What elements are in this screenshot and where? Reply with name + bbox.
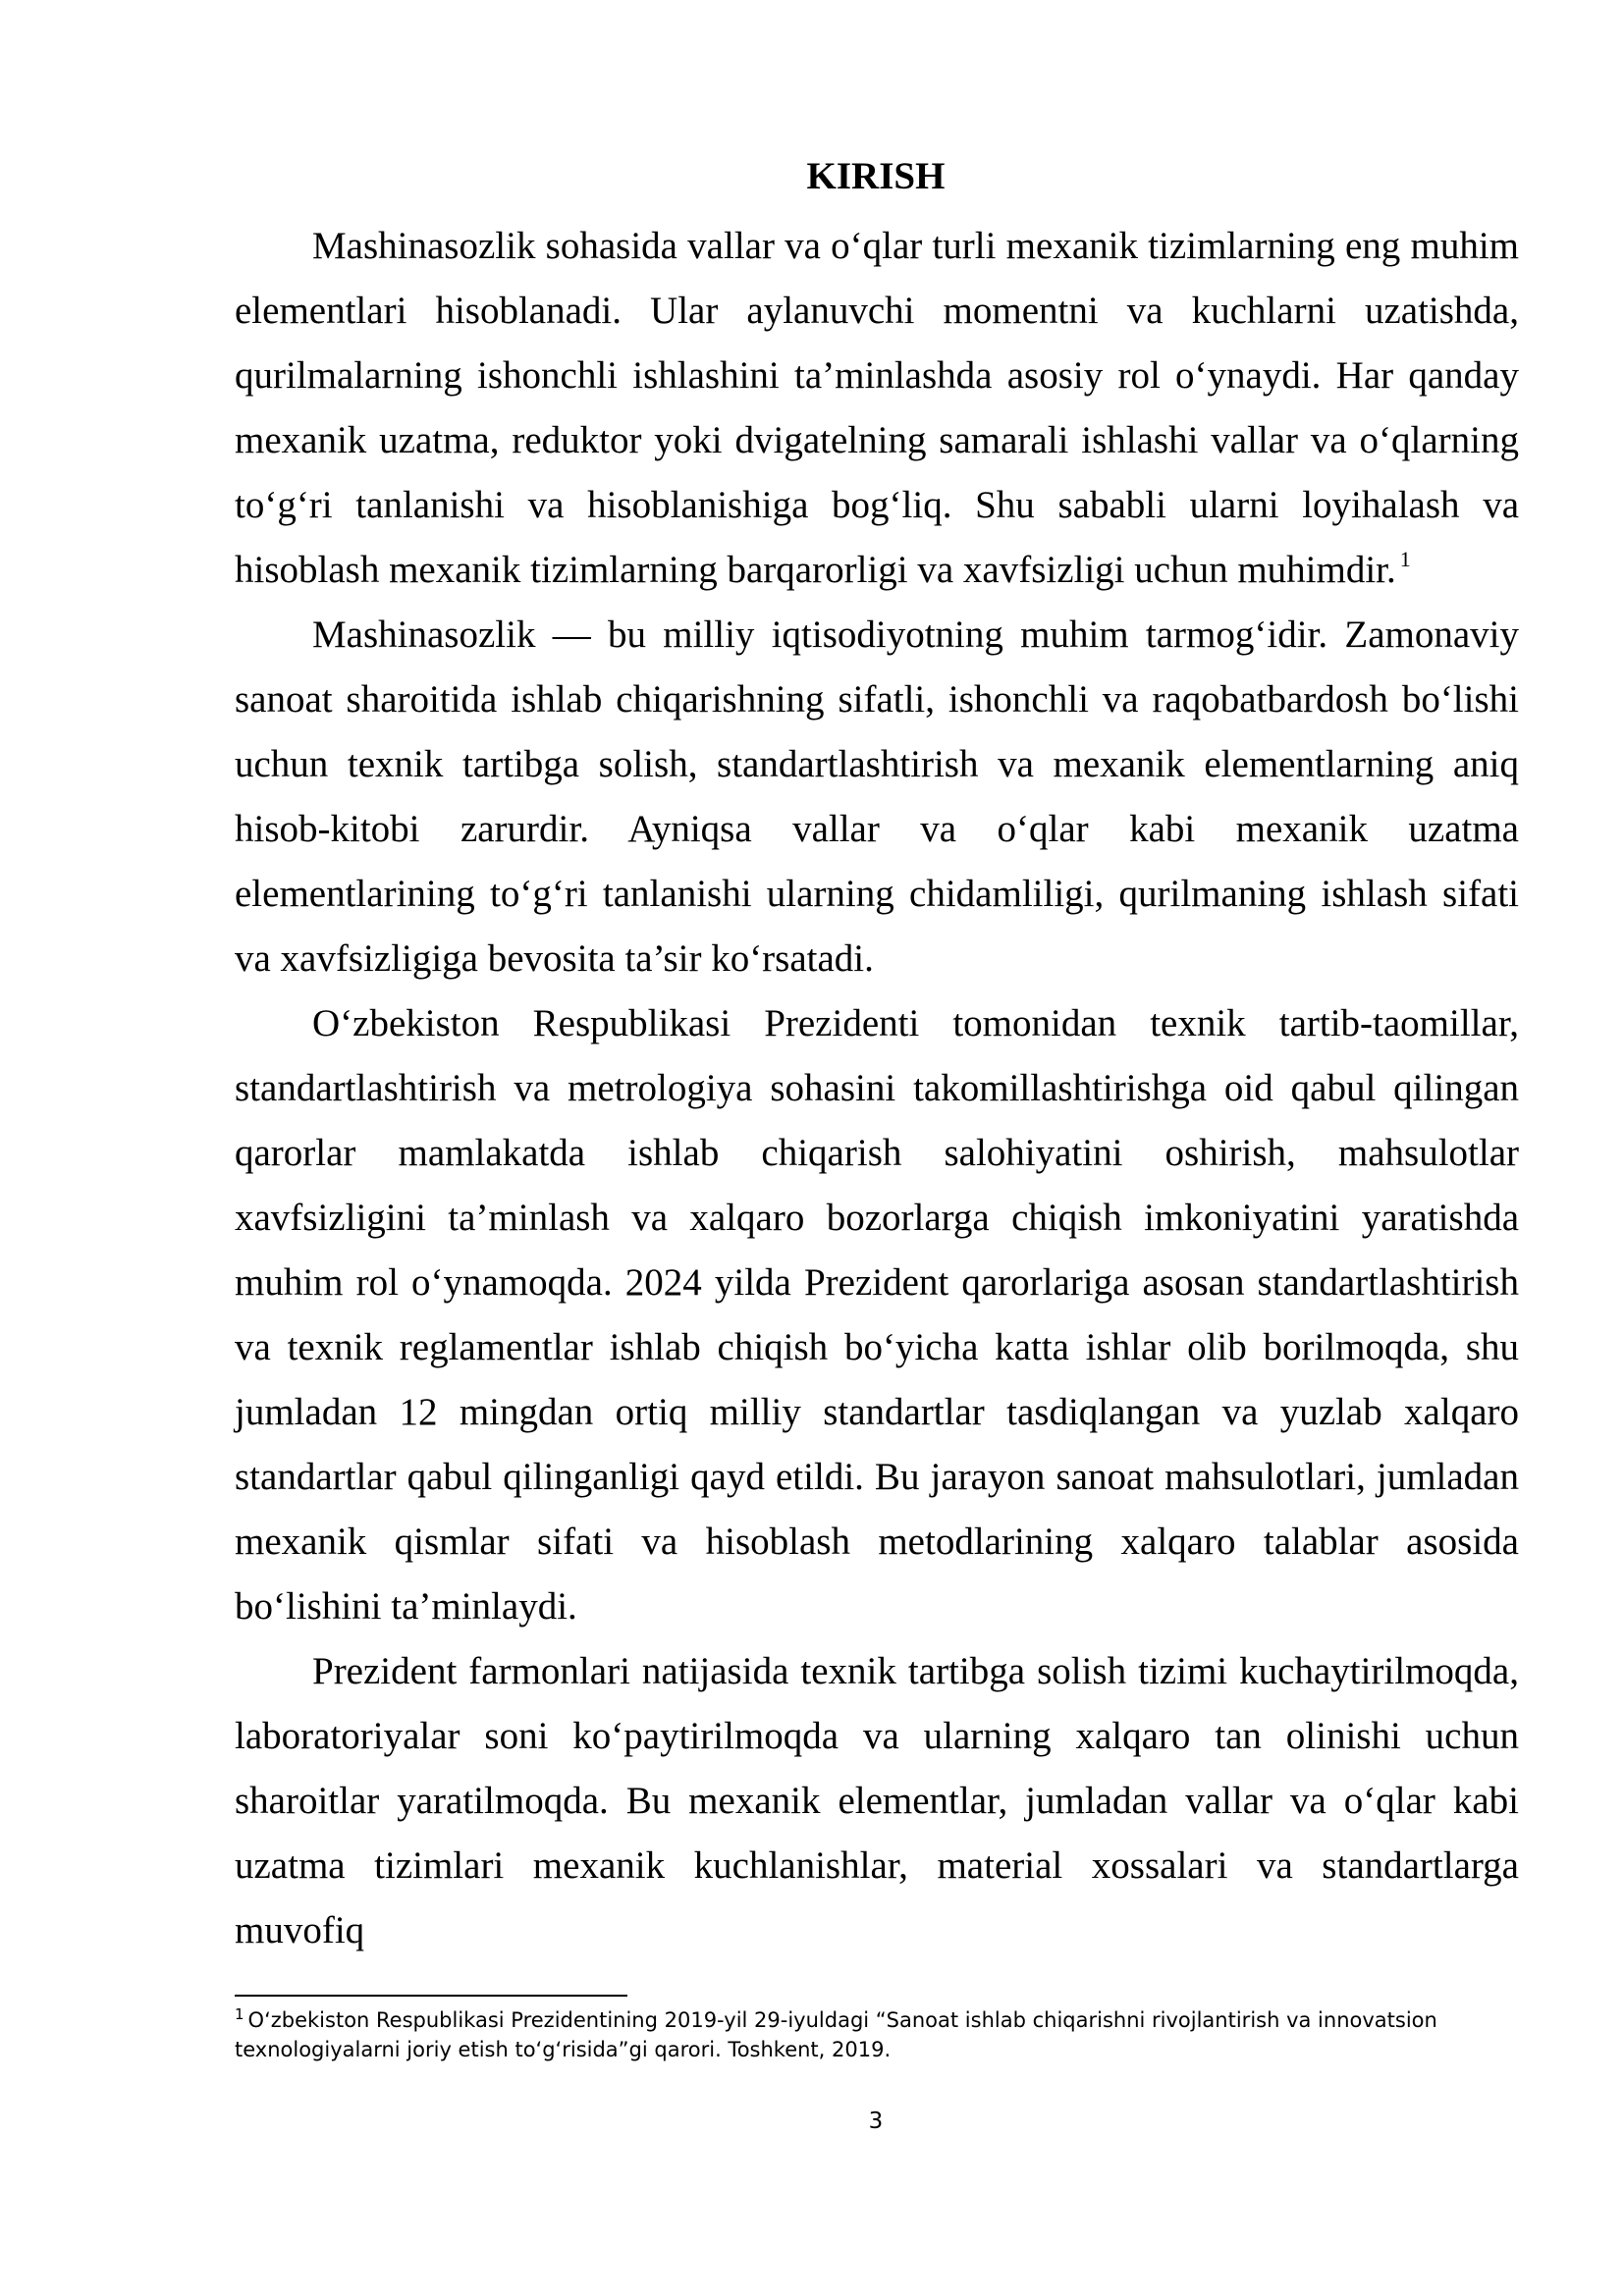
footnote-separator xyxy=(235,1995,627,1997)
footnote xyxy=(235,2005,1519,2064)
body-text xyxy=(235,214,1519,1963)
page-number: 3 xyxy=(868,2109,884,2134)
footnote-number: 1 xyxy=(235,2005,244,2023)
paragraph-1 xyxy=(235,214,1519,603)
paragraph-4: Prezident farmonlari natijasida texnik tartibga solish tizimi kuchaytirilmoqda, laboratoriyalar soni ko‘paytirilmoqda va ularning xalqaro tan olinishi uchun sharoitlar yaratilmoqda. Bu mexanik elementlar, jumladan vallar va o‘qlar kabi uzatma tizimlari mexanik kuchlanishlar, material xossalari va standartlarga muvofiq xyxy=(235,1650,1519,1951)
paragraph-2: Mashinasozlik — bu milliy iqtisodiyotning muhim tarmog‘idir. Zamonaviy sanoat sharoitida ishlab chiqarishning sifatli, ishonchli va raqobatbardosh bo‘lishi uchun texnik tartibga solish, standartlashtirish va mexanik elementlarning aniq hisob-kitobi zarurdir. Ayniqsa vallar va o‘qlar kabi mexanik uzatma elementlarining to‘g‘ri tanlanishi ularning chidamliligi, qurilmaning ishlash sifati va xavfsizligiga bevosita ta’sir ko‘rsatadi. xyxy=(235,614,1519,980)
footnote-reference[interactable]: 1 xyxy=(1399,547,1411,571)
paragraph-3: O‘zbekiston Respublikasi Prezidenti tomonidan texnik tartib-taomillar, standartlashtirish va metrologiya sohasini takomillashtirishga oid qabul qilingan qarorlar mamlakatda ishlab chiqarish salohiyatini oshirish, mahsulotlar xavfsizligini ta’minlash va xalqaro bozorlarga chiqish imkoniyatini yaratishda muhim rol o‘ynamoqda. 2024 yilda Prezident qarorlariga asosan standartlashtirish va texnik reglamentlar ishlab chiqish bo‘yicha katta ishlar olib borilmoqda, shu jumladan 12 mingdan ortiq milliy standartlar tasdiqlangan va yuzlab xalqaro standartlar qabul qilinganligi qayd etildi. Bu jarayon sanoat mahsulotlari, jumladan mexanik qismlar sifati va hisoblash metodlarining xalqaro talablar asosida bo‘lishini ta’minlaydi. xyxy=(235,1002,1519,1628)
section-title: KIRISH xyxy=(806,155,946,197)
paragraph-1-text: Mashinasozlik sohasida vallar va o‘qlar turli mexanik tizimlarning eng muhim elementlari hisoblanadi. Ular aylanuvchi momentni va kuchlarni uzatishda, qurilmalarning ishonchli ishlashini ta’minlashda asosiy rol o‘ynaydi. Har qanday mexanik uzatma, reduktor yoki dvigatelning samarali ishlashi vallar va o‘qlarning to‘g‘ri tanlanishi va hisoblanishiga bog‘liq. Shu sababli ularni loyihalash va hisoblash mexanik tizimlarning barqarorligi va xavfsizligi uchun muhimdir. xyxy=(235,225,1519,591)
footnote-text: O‘zbekiston Respublikasi Prezidentining 2019-yil 29-iyuldagi “Sanoat ishlab chiqarishni rivojlantirish va innovatsion texnologiyalarni joriy etish to‘g‘risida”gi qarori. Toshkent, 2019. xyxy=(235,2008,1437,2061)
